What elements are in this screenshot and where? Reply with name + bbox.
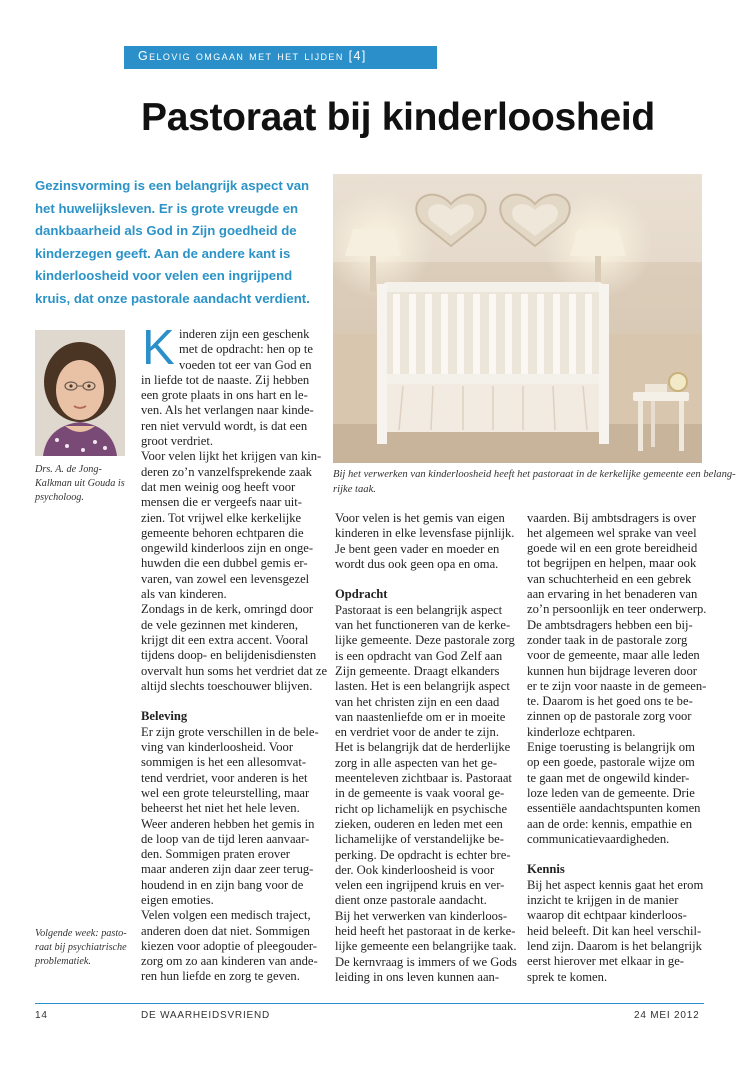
body-line: en verdriet voor de ander te zijn. bbox=[335, 725, 499, 740]
body-line: altijd slechts toeschouwer blijven. bbox=[141, 678, 313, 693]
body-line: zinnen op de pastorale zorg voor bbox=[527, 709, 692, 724]
author-caption-line: Drs. A. de Jong- bbox=[35, 464, 102, 475]
body-line: goede wil en een grote bereidheid bbox=[527, 541, 698, 556]
nursery-photo bbox=[333, 174, 702, 463]
body-line: velen een ingrijpend kruis en ver- bbox=[335, 878, 505, 893]
body-line: dient onze pastorale aandacht. bbox=[335, 893, 487, 908]
body-line: den. Sommigen praten erover bbox=[141, 847, 290, 862]
drop-cap: K bbox=[142, 321, 175, 375]
body-line: vaarden. Bij ambtsdragers is over bbox=[527, 510, 696, 525]
paragraph-gap bbox=[335, 572, 513, 587]
body-line: Enige toerusting is belangrijk om bbox=[527, 740, 695, 755]
body-line: meenteleven zichtbaar is. Pastoraat bbox=[335, 771, 512, 786]
author-portrait-illustration bbox=[35, 330, 125, 456]
body-line: richt op lichamelijk en psychische bbox=[335, 801, 508, 816]
next-week-note bbox=[35, 927, 127, 969]
intro-line: het huwelijksleven. Er is grote vreugde en bbox=[35, 200, 299, 216]
paragraph-gap bbox=[527, 847, 705, 862]
body-line: op een goede, pastorale wijze om bbox=[527, 755, 695, 770]
body-line: in de gemeente is vaak vooral ge- bbox=[335, 786, 505, 801]
body-line: de loop van de tijd leren aanvaar- bbox=[141, 831, 310, 846]
body-line: essentiële aandachtspunten komen bbox=[527, 801, 701, 816]
body-line: anderen doen dat niet. Sommigen bbox=[141, 923, 310, 938]
body-line: het algemeen wel sprake van veel bbox=[527, 525, 697, 540]
body-line: Pastoraat is een belangrijk aspect bbox=[335, 602, 503, 617]
body-line: groot verdriet. bbox=[141, 434, 214, 449]
body-line: Je bent geen vader en moeder en bbox=[335, 541, 500, 556]
body-line: lijke gemeente. Deze pastorale zorg bbox=[335, 633, 515, 648]
magazine-name: DE WAARHEIDSVRIEND bbox=[141, 1010, 271, 1021]
body-line: De ambtsdragers hebben een bij- bbox=[527, 617, 693, 632]
paragraph-gap bbox=[527, 480, 705, 495]
intro-line: kruis, dat onze pastorale aandacht verdient. bbox=[35, 290, 310, 306]
body-line: in liefde tot de naaste. Zij hebben bbox=[141, 372, 310, 387]
body-line: ren niet vervuld wordt, is dat een bbox=[141, 418, 308, 433]
body-line: wel een grote teleurstelling, maar bbox=[141, 785, 310, 800]
body-line: zonder taak in de pastorale zorg bbox=[527, 632, 688, 647]
body-line: dat men weinig oog heeft voor bbox=[141, 479, 296, 494]
body-line: van het christen zijn en een daad bbox=[335, 694, 500, 709]
body-line: Het is belangrijk dat de herderlijke bbox=[335, 740, 511, 755]
body-line: Voor velen lijkt het krijgen van kin- bbox=[141, 449, 322, 464]
body-line: eerst hierover met elkaar in ge- bbox=[527, 954, 684, 969]
body-line: zieken, ouderen en leden met een bbox=[335, 816, 503, 831]
body-line: heid beleeft. Dit kan heel verschil- bbox=[527, 923, 702, 938]
section-heading: Beleving bbox=[141, 709, 188, 724]
photo-caption-line: rijke taak. bbox=[333, 484, 376, 495]
body-line: varen, van zowel een levensgezel bbox=[141, 571, 310, 586]
body-line: ongewild kinderloos zijn en onge- bbox=[141, 541, 314, 556]
body-line: beheerst het niet het hele leven. bbox=[141, 801, 300, 816]
body-line: lijke gemeente een belangrijke taak. bbox=[335, 939, 517, 954]
body-line: maar anderen zijn daar zeer terug- bbox=[141, 862, 314, 877]
page-title: Pastoraat bij kinderloosheid bbox=[141, 96, 655, 139]
body-line: waarop dit echtpaar kinderloos- bbox=[527, 908, 687, 923]
body-line: gemeente behoren echtparen die bbox=[141, 525, 304, 540]
body-line: kiezen voor adoptie of pleegouder- bbox=[141, 938, 317, 953]
body-line: met de opdracht: hen op te bbox=[179, 342, 313, 357]
body-line: aan ervaring in het benaderen van bbox=[527, 587, 698, 602]
body-line: tijdens doop- en belijdenisdiensten bbox=[141, 648, 317, 663]
issue-date: 24 MEI 2012 bbox=[634, 1010, 700, 1021]
body-line: van het functioneren van de kerke- bbox=[335, 618, 511, 633]
author-caption-line: psycholoog. bbox=[35, 492, 84, 503]
body-line: sprek te komen. bbox=[527, 969, 608, 984]
body-line: loze leden van de gemeente. Drie bbox=[527, 785, 695, 800]
body-line: ven. Als het verlangen naar kinde- bbox=[141, 403, 314, 418]
body-line: lichamelijke of verstandelijke be- bbox=[335, 832, 504, 847]
body-line: ving van kinderloosheid. Voor bbox=[141, 740, 294, 755]
next-week-line: Volgende week: pasto- bbox=[35, 928, 127, 939]
body-line: Bij het aspect kennis gaat het erom bbox=[527, 877, 704, 892]
body-line: perking. De opdracht is echter bre- bbox=[335, 847, 511, 862]
body-line: overvalt hun soms het verdriet dat ze bbox=[141, 663, 328, 678]
body-line: van schuchterheid en een gebrek bbox=[527, 571, 692, 586]
body-line: der. Ook kinderloosheid is voor bbox=[335, 862, 495, 877]
nursery-illustration bbox=[333, 174, 702, 463]
body-line: heid heeft het pastoraat in de kerke- bbox=[335, 924, 516, 939]
body-line: Bij het verwerken van kinderloos- bbox=[335, 908, 508, 923]
body-line: te. Daarom is het goed ons te be- bbox=[527, 694, 693, 709]
paragraph-gap bbox=[141, 694, 317, 709]
author-caption-line: Kalkman uit Gouda is bbox=[35, 478, 125, 489]
intro-line: Gezinsvorming is een belangrijk aspect van bbox=[35, 178, 310, 193]
body-line: voeden tot eer van God en bbox=[179, 357, 312, 372]
body-line: De kernvraag is immers of we Gods bbox=[335, 954, 517, 969]
body-line: tend verdriet, voor anderen is het bbox=[141, 770, 308, 785]
photo-caption-line: Bij het verwerken van kinderloosheid heeft het pastoraat in de kerkelijke gemeente een belang- bbox=[333, 469, 736, 480]
intro-paragraph bbox=[35, 175, 320, 310]
body-line: is een opdracht van God Zelf aan bbox=[335, 648, 503, 663]
body-line: lasten. Het is een belangrijk aspect bbox=[335, 679, 510, 694]
body-line: zorg om zo aan kinderen van ande- bbox=[141, 954, 318, 969]
article-column-3 bbox=[527, 480, 705, 985]
body-line: inzicht te krijgen in de manier bbox=[527, 893, 679, 908]
body-line: te gaan met de ongewild kinder- bbox=[527, 770, 690, 785]
body-line: huwden die een dubbel gemis er- bbox=[141, 556, 308, 571]
author-caption bbox=[35, 463, 127, 505]
body-line: kinderloze echtparen. bbox=[527, 724, 636, 739]
article-column-2 bbox=[335, 511, 517, 985]
body-line: kinderen in elke levensfase pijnlijk. bbox=[335, 526, 515, 541]
body-line: zo’n persoonlijk en teer onderwerp. bbox=[527, 602, 707, 617]
article-column-1 bbox=[141, 327, 328, 985]
body-line: lend zijn. Daarom is het belangrijk bbox=[527, 938, 702, 953]
body-line: sommigen is het een allesomvat- bbox=[141, 755, 307, 770]
body-line: Voor velen is het gemis van eigen bbox=[335, 511, 505, 525]
body-line: tot begrijpen en helpen, maar ook bbox=[527, 556, 697, 571]
body-line: deren zo’n vanzelfsprekende zaak bbox=[141, 464, 312, 479]
body-line: wordt dus ook geen opa en oma. bbox=[335, 556, 499, 571]
section-heading: Opdracht bbox=[335, 587, 388, 602]
body-line: als van kinderen. bbox=[141, 587, 227, 602]
body-line: een grote plaats in ons hart en le- bbox=[141, 388, 308, 403]
body-line: zorg in alle aspecten van het ge- bbox=[335, 755, 498, 770]
body-line: mensen die er vergeefs naar uit- bbox=[141, 495, 302, 510]
body-line: Zondags in de kerk, omringd door bbox=[141, 602, 314, 617]
body-line: inderen zijn een geschenk bbox=[179, 327, 310, 341]
footer-rule bbox=[35, 1003, 704, 1004]
intro-line: kinderloosheid voor velen een ingrijpend bbox=[35, 268, 293, 283]
body-line: de vele gezinnen met kinderen, bbox=[141, 617, 299, 632]
body-line: Zijn gemeente. Draagt elkanders bbox=[335, 663, 500, 678]
page-number: 14 bbox=[35, 1010, 48, 1021]
body-line: ren hun liefde en zorg te geven. bbox=[141, 969, 300, 984]
body-line: kunnen hun bijdrage leveren door bbox=[527, 663, 697, 678]
body-line: eigen emoties. bbox=[141, 892, 214, 907]
next-week-line: raat bij psychiatrische bbox=[35, 942, 127, 953]
body-line: houdend in en zijn bang voor de bbox=[141, 877, 304, 892]
body-line: van naastenliefde om er in moeite bbox=[335, 709, 506, 724]
paragraph-gap bbox=[527, 495, 705, 510]
body-line: voor de gemeente, maar alle leden bbox=[527, 648, 700, 663]
body-line: Er zijn grote verschillen in de bele- bbox=[141, 724, 319, 739]
intro-line: dankbaarheid als God in Zijn goedheid de bbox=[35, 223, 297, 238]
body-line: er te zijn voor naaste in de gemeen- bbox=[527, 678, 707, 693]
author-portrait bbox=[35, 330, 125, 456]
section-heading: Kennis bbox=[527, 862, 565, 877]
body-line: krijgt dit een extra accent. Vooral bbox=[141, 632, 309, 647]
body-line: Velen volgen een medisch traject, bbox=[141, 908, 311, 923]
body-line: aan de orde: kennis, empathie en bbox=[527, 816, 693, 831]
series-banner: Gelovig omgaan met het lijden [4] bbox=[124, 46, 437, 69]
body-line: zien. Tot vrijwel elke kerkelijke bbox=[141, 510, 302, 525]
intro-line: kinderzegen geeft. Aan de andere kant is bbox=[35, 245, 291, 261]
body-line: Weer anderen hebben het gemis in bbox=[141, 816, 315, 831]
body-line: communicatievaardigheden. bbox=[527, 831, 670, 846]
body-line: leiding in ons leven kunnen aan- bbox=[335, 969, 500, 984]
next-week-line: problematiek. bbox=[35, 956, 91, 967]
